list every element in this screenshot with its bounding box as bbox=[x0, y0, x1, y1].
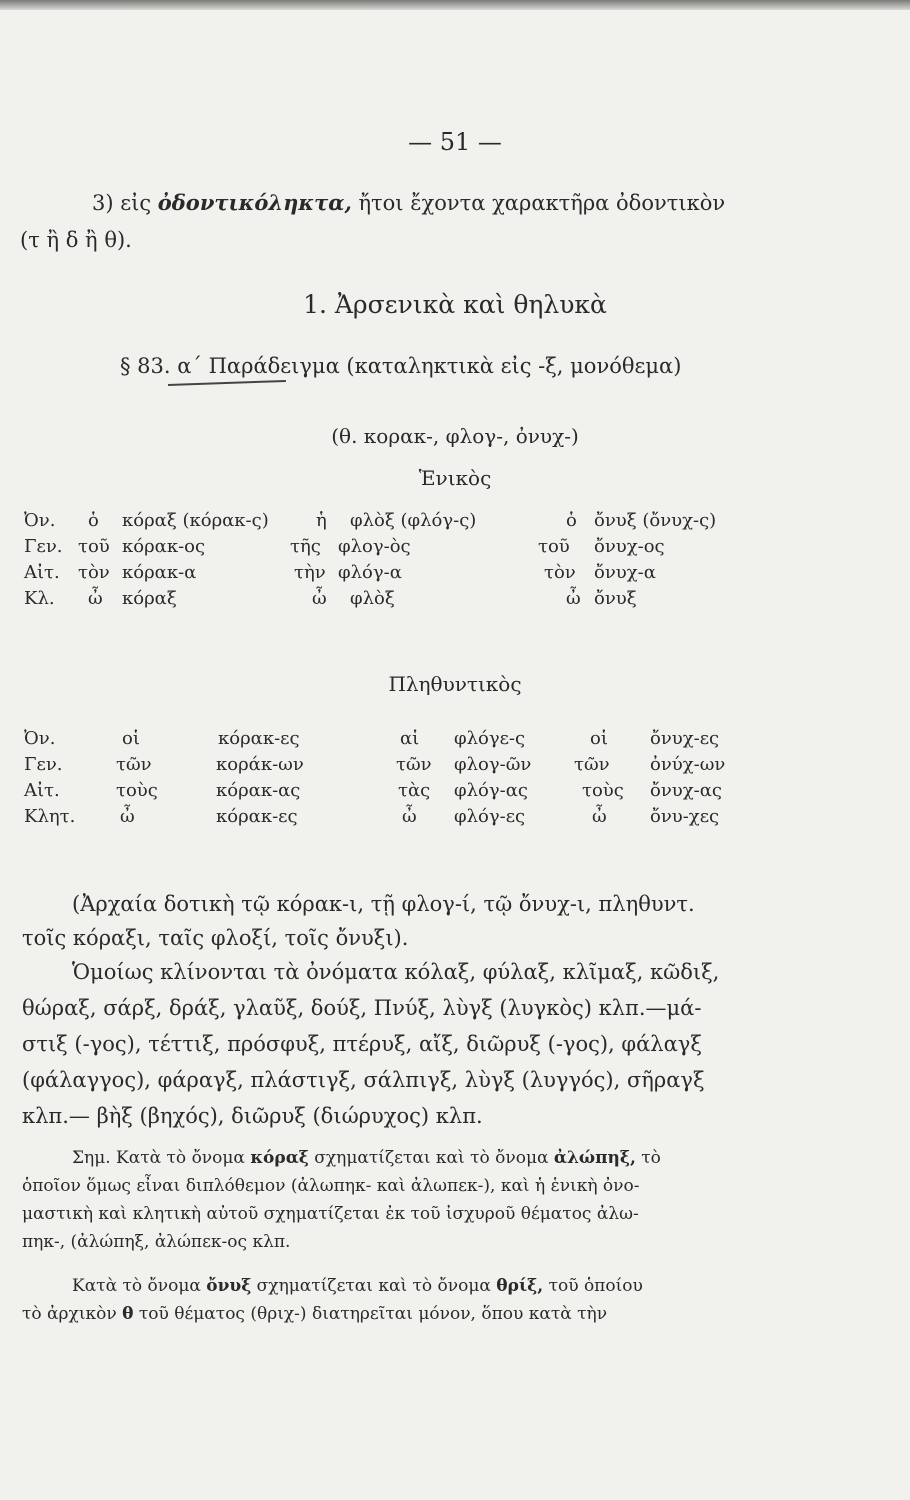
similar-line-2: θώραξ, σάρξ, δράξ, γλαῦξ, δούξ, Πνύξ, λὺγξ (λυγκὸς) κλπ.—μά- bbox=[22, 996, 702, 1020]
intro-rest: ἤτοι ἔχοντα χαρακτῆρα ὀδοντικὸν bbox=[358, 191, 726, 215]
note-2-line-2: τὸ ἀρχικὸν θ τοῦ θέματος (θριχ-) διατηρεῖται μόνον, ὅπου κατὰ τὴν bbox=[22, 1304, 608, 1324]
page-number: — 51 — bbox=[408, 128, 502, 156]
intro-prefix: 3) εἰς bbox=[92, 191, 152, 215]
singular-table: Ὀν. ὁ κόραξ (κόρακ-ς) ἡ φλὸξ (φλόγ-ς) ὁ ὄνυξ (ὄνυχ-ς) Γεν. τοῦ κόρακ-ος τῆς φλογ-ὸς τοῦ ὄνυχ-ος Αἰτ. τὸν κόρακ-α τὴν φλόγ-α τὸν ὄνυχ-α Κλ. ὦ κόραξ ὦ φλὸξ ὦ ὄνυξ bbox=[24, 510, 717, 609]
page-top-edge bbox=[0, 0, 910, 10]
intro-term: ὀδοντικόληκτα, bbox=[157, 190, 352, 215]
dative-note-line-1: (Ἀρχαία δοτικὴ τῷ κόρακ-ι, τῇ φλογ-ί, τῷ ὄνυχ-ι, πληθυντ. bbox=[72, 892, 695, 916]
dative-note-line-2: τοῖς κόραξι, ταῖς φλοξί, τοῖς ὄνυξι). bbox=[22, 926, 409, 950]
similar-line-3: στιξ (-γος), τέττιξ, πρόσφυξ, πτέρυξ, αἴξ, διῶρυξ (-γος), φάλαγξ bbox=[22, 1032, 702, 1056]
similar-line-5: κλπ.— βὴξ (βηχός), διῶρυξ (διώρυχος) κλπ. bbox=[22, 1104, 483, 1128]
plural-table: Ὀν. οἱ κόρακ-ες αἱ φλόγε-ς οἱ ὄνυχ-ες Γεν. τῶν κοράκ-ων τῶν φλογ-ῶν τῶν ὀνύχ-ων Αἰτ. τοὺς κόρακ-ας τὰς φλόγ-ας τοὺς ὄνυχ-ας Κλητ. ὦ κόρακ-ες ὦ φλόγ-ες ὦ ὄνυ-χες bbox=[24, 728, 726, 827]
note-2-line-1: Κατὰ τὸ ὄνομα ὄνυξ σχηματίζεται καὶ τὸ ὄνομα θρίξ, τοῦ ὁποίου bbox=[72, 1276, 643, 1296]
note-1-line-3: μαστικὴ καὶ κλητικὴ αὐτοῦ σχηματίζεται ἐκ τοῦ ἰσχυροῦ θέματος ἀλω- bbox=[22, 1204, 639, 1224]
heading-underline bbox=[168, 380, 286, 386]
note-1-line-1: Σημ. Κατὰ τὸ ὄνομα κόραξ σχηματίζεται καὶ τὸ ὄνομα ἀλώπηξ, τὸ bbox=[72, 1148, 661, 1168]
intro-line-2: (τ ἢ δ ἢ θ). bbox=[20, 228, 132, 252]
stems-line: (θ. κορακ-, φλογ-, ὀνυχ-) bbox=[331, 424, 579, 448]
chapter-heading: 1. Ἀρσενικὰ καὶ θηλυκὰ bbox=[303, 290, 607, 319]
similar-line-4: (φάλαγγος), φάραγξ, πλάστιγξ, σάλπιγξ, λὺγξ (λυγγός), σῆραγξ bbox=[22, 1068, 705, 1092]
similar-line-1: Ὁμοίως κλίνονται τὰ ὀνόματα κόλαξ, φύλαξ, κλῖμαξ, κῶδιξ, bbox=[72, 960, 720, 984]
plural-title: Πληθυντικὸς bbox=[388, 672, 522, 696]
section-heading: § 83. α΄ Παράδειγμα (καταληκτικὰ εἰς -ξ, μονόθεμα) bbox=[120, 354, 682, 378]
note-1-line-2: ὁποῖον ὅμως εἶναι διπλόθεμον (ἀλωπηκ- καὶ ἀλωπεκ-), καὶ ἡ ἑνικὴ ὀνο- bbox=[22, 1176, 640, 1196]
singular-title: Ἑνικὸς bbox=[418, 466, 492, 490]
note-1-line-4: πηκ-, (ἀλώπηξ, ἀλώπεκ-ος κλπ. bbox=[22, 1232, 291, 1252]
intro-line-1 bbox=[92, 190, 725, 215]
